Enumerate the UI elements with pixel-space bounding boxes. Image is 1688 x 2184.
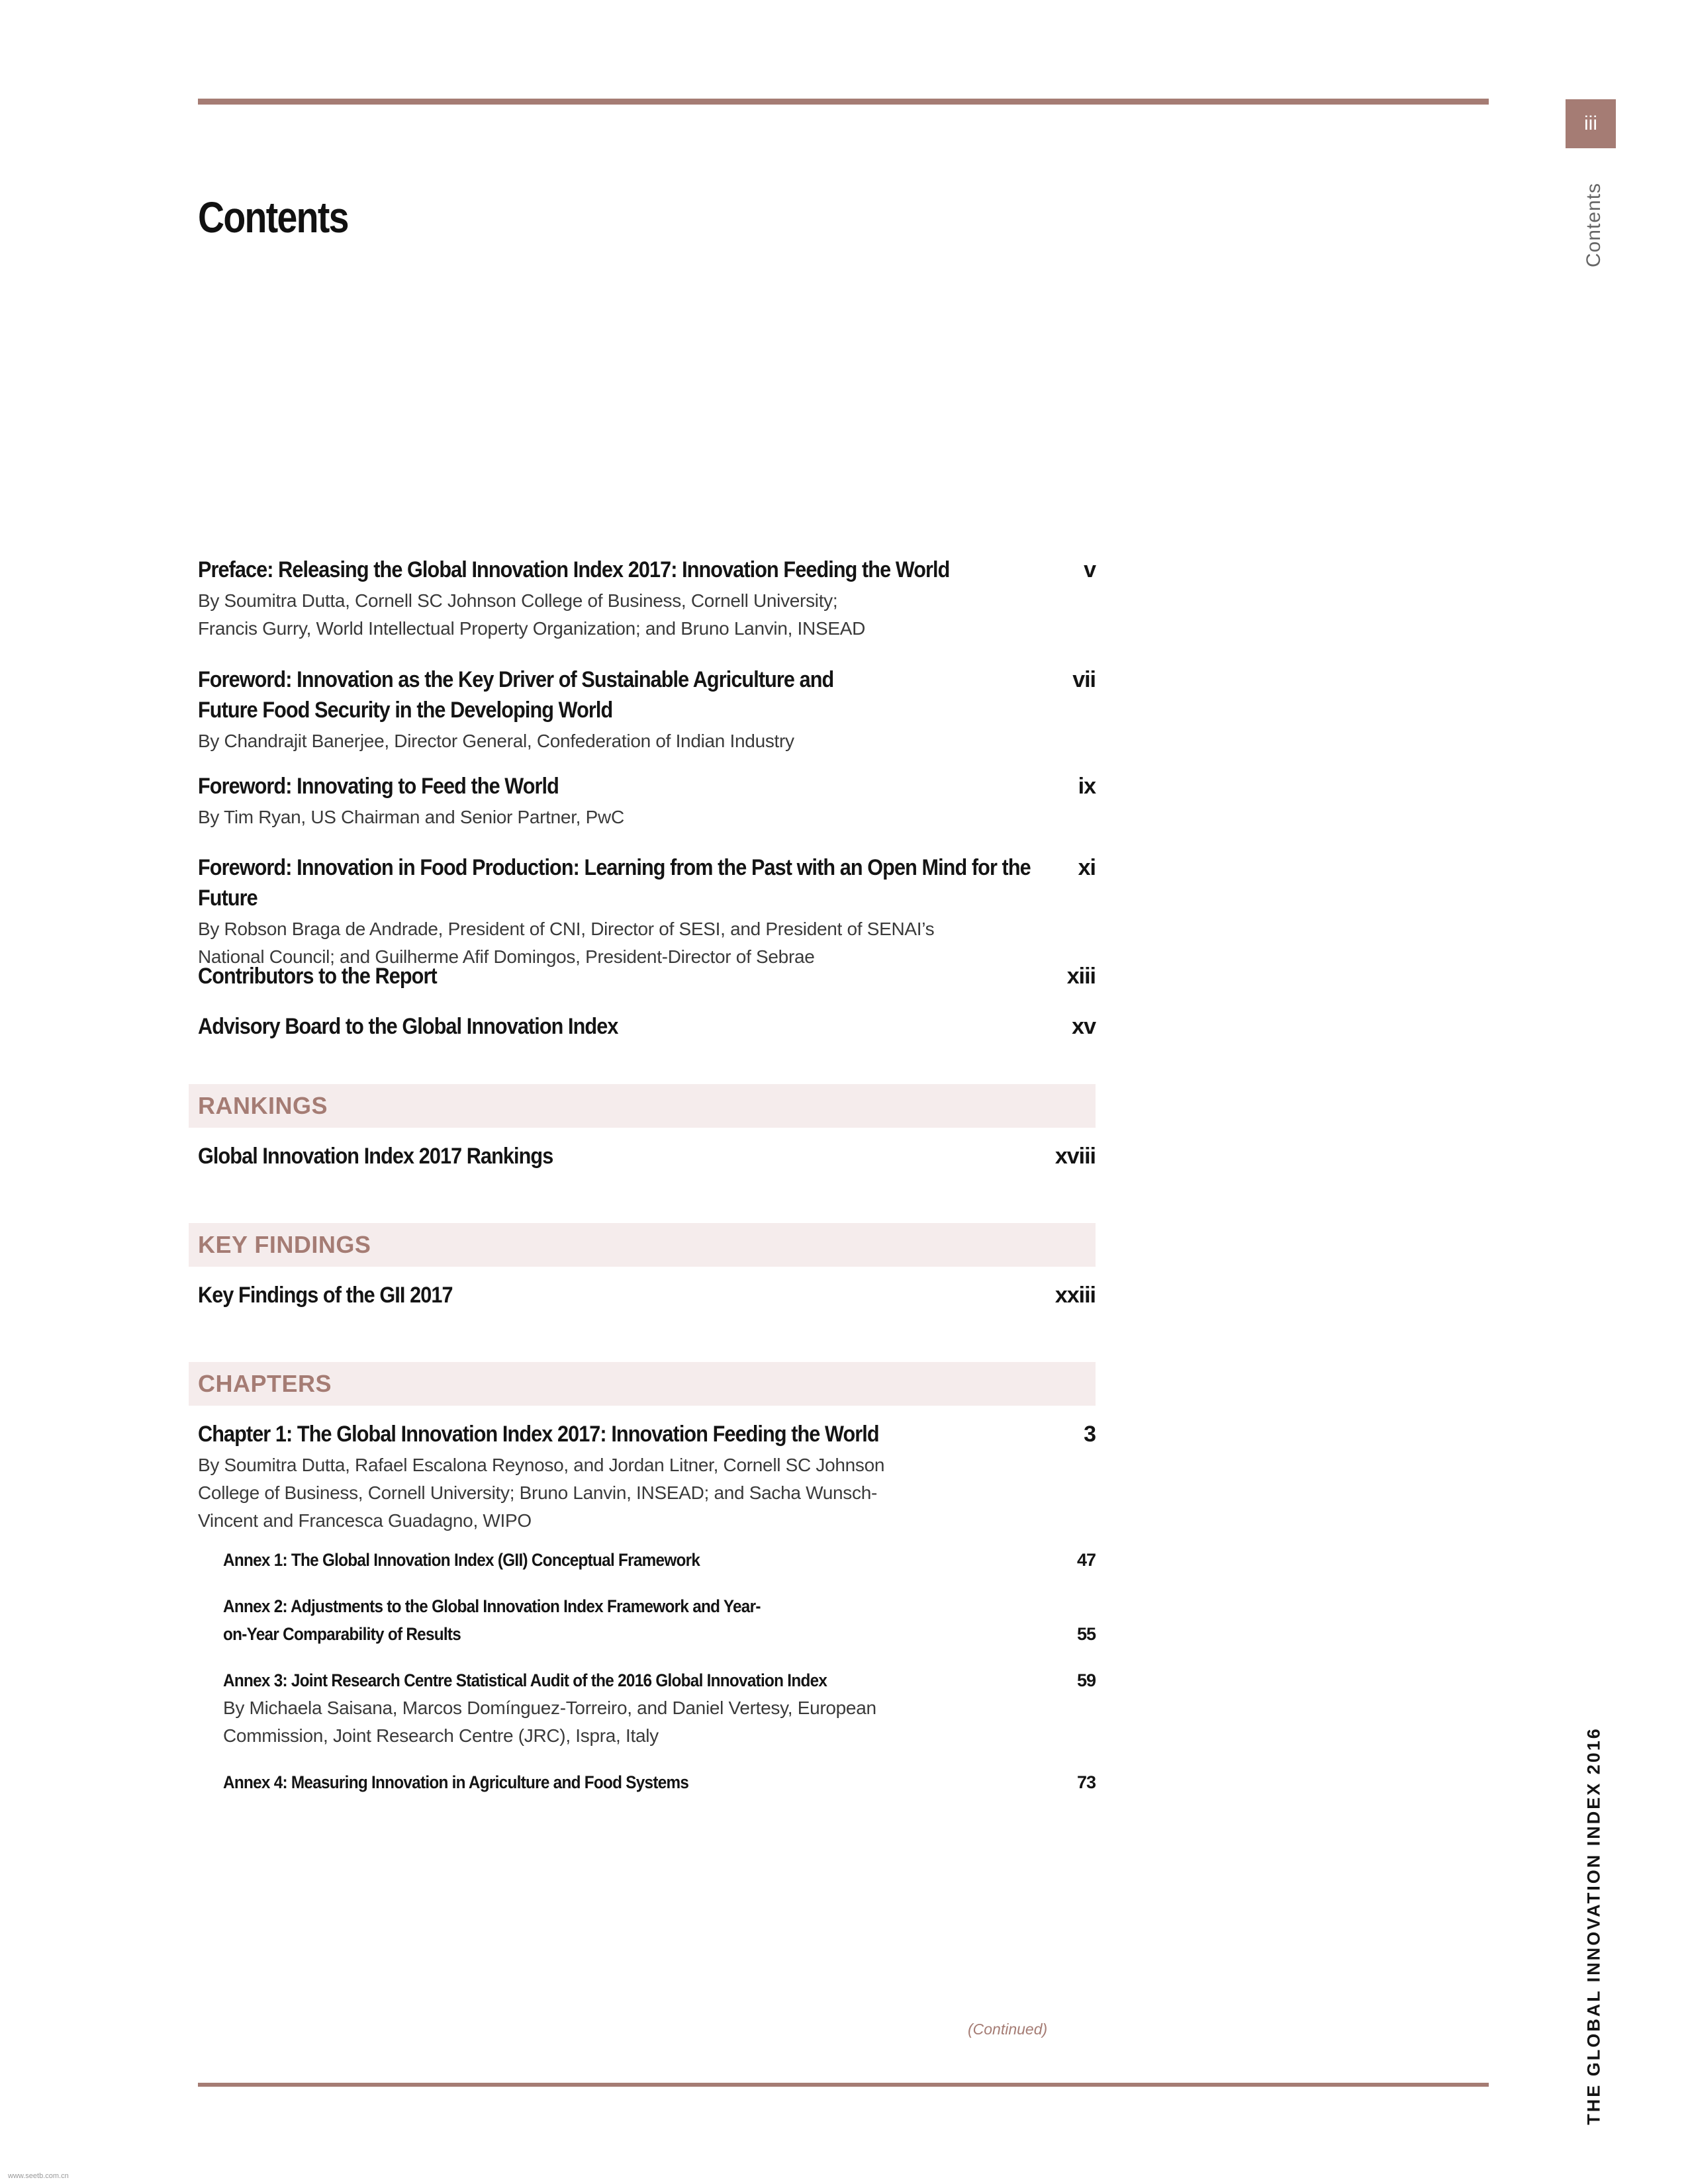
section-heading-key-findings: KEY FINDINGS: [189, 1223, 1096, 1267]
entry-title: Annex 3: Joint Research Centre Statistical Audit of the 2016 Global Innovation Index: [223, 1670, 827, 1690]
top-rule: [198, 99, 1489, 105]
section-heading-rankings: RANKINGS: [189, 1084, 1096, 1128]
entry-byline: By Robson Braga de Andrade, President of CNI, Director of SESI, and President of SENAI’s National Council; and Guilherme Afif Domingos, President-Director of Sebrae: [198, 919, 935, 967]
toc-entry-foreword-pwc[interactable]: [198, 771, 1096, 827]
entry-title: Annex 4: Measuring Innovation in Agriculture and Food Systems: [223, 1772, 689, 1792]
entry-page-number: 73: [1076, 1772, 1096, 1792]
toc-entry-contributors[interactable]: [198, 961, 1096, 991]
continued-note: (Continued): [968, 2021, 1048, 2038]
entry-page-number: xiii: [1066, 964, 1096, 989]
entry-page-number: xv: [1072, 1014, 1096, 1039]
bottom-rule: [198, 2083, 1489, 2087]
entry-byline: By Michaela Saisana, Marcos Domínguez-Torreiro, and Daniel Vertesy, European Commission, Joint Research Centre (JRC), Ispra, Italy: [223, 1698, 876, 1746]
toc-entry-foreword-cii[interactable]: [198, 664, 1096, 751]
entry-page-number: xxiii: [1055, 1283, 1096, 1308]
entry-page-number: v: [1084, 557, 1096, 582]
entry-title: Foreword: Innovating to Feed the World: [198, 774, 559, 799]
running-title: THE GLOBAL INNOVATION INDEX 2016: [1583, 1727, 1604, 2125]
page-number-tab: [1566, 99, 1616, 148]
entry-title: Global Innovation Index 2017 Rankings: [198, 1144, 553, 1169]
page-title: Contents: [198, 193, 348, 242]
entry-page-number: 3: [1084, 1422, 1096, 1447]
entry-title: Contributors to the Report: [198, 964, 437, 989]
toc-entry-key-findings[interactable]: [198, 1280, 1096, 1310]
entry-byline: By Soumitra Dutta, Rafael Escalona Reynoso, and Jordan Litner, Cornell SC Johnson College of Business, Cornell University; Bruno Lanvin, INSEAD; and Sacha Wunsch-Vincent and Francesca Guadagno, WIPO: [198, 1455, 885, 1531]
entry-page-number: xviii: [1055, 1144, 1096, 1169]
entry-page-number: xi: [1078, 855, 1096, 880]
page-number: iii: [1584, 113, 1597, 134]
entry-title: Chapter 1: The Global Innovation Index 2017: Innovation Feeding the World: [198, 1422, 879, 1447]
entry-page-number: ix: [1078, 774, 1096, 799]
entry-title: Annex 2: Adjustments to the Global Innovation Index Framework and Year-on-Year Comparability of Results: [223, 1596, 761, 1644]
toc-entry-chapter-1[interactable]: [198, 1419, 1096, 1535]
entry-title: Preface: Releasing the Global Innovation Index 2017: Innovation Feeding the World: [198, 557, 950, 582]
side-section-label: Contents: [1583, 182, 1605, 268]
toc-entry-advisory-board[interactable]: [198, 1011, 1096, 1042]
entry-title: Foreword: Innovation in Food Production: Learning from the Past with an Open Mind for the Future: [198, 855, 1031, 911]
entry-byline: By Tim Ryan, US Chairman and Senior Partner, PwC: [198, 807, 624, 827]
table-of-contents: [198, 555, 1096, 1796]
entry-page-number: 59: [1076, 1670, 1096, 1690]
toc-entry-foreword-cni[interactable]: [198, 852, 1096, 967]
section-heading-chapters: CHAPTERS: [189, 1362, 1096, 1406]
entry-title: Advisory Board to the Global Innovation Index: [198, 1014, 618, 1039]
toc-entry-annex-2[interactable]: [198, 1592, 1096, 1648]
toc-entry-rankings[interactable]: [198, 1141, 1096, 1171]
entry-title: Foreword: Innovation as the Key Driver of Sustainable Agriculture and Future Food Security in the Developing World: [198, 667, 834, 723]
toc-entry-annex-1[interactable]: [198, 1546, 1096, 1574]
toc-entry-annex-3[interactable]: [198, 1666, 1096, 1750]
entry-page-number: 55: [1076, 1624, 1096, 1644]
entry-byline: By Soumitra Dutta, Cornell SC Johnson College of Business, Cornell University; Francis Gurry, World Intellectual Property Organization; and Bruno Lanvin, INSEAD: [198, 590, 866, 639]
entry-title: Key Findings of the GII 2017: [198, 1283, 453, 1308]
entry-byline: By Chandrajit Banerjee, Director General, Confederation of Indian Industry: [198, 731, 794, 751]
entry-page-number: vii: [1072, 667, 1096, 692]
toc-entry-annex-4[interactable]: [198, 1768, 1096, 1796]
entry-title: Annex 1: The Global Innovation Index (GII) Conceptual Framework: [223, 1550, 700, 1570]
watermark: www.seetb.com.cn: [8, 2172, 69, 2180]
entry-page-number: 47: [1076, 1550, 1096, 1570]
toc-entry-preface[interactable]: [198, 555, 1096, 641]
